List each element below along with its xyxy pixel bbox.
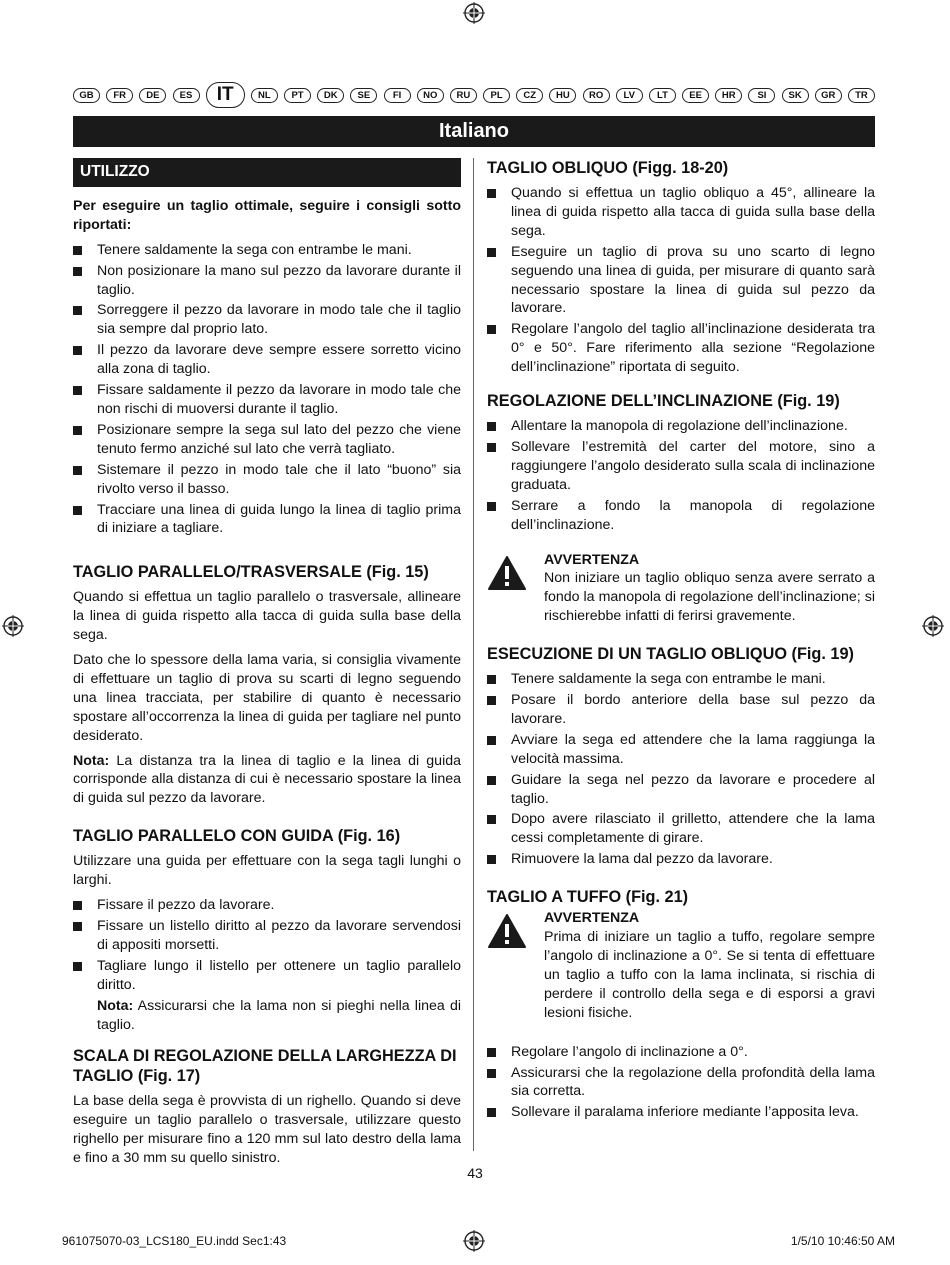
language-tab-es[interactable]: ES	[173, 88, 200, 103]
list-item: Allentare la manopola di regolazione dell’inclinazione.	[487, 417, 875, 436]
note-label: Nota:	[73, 752, 110, 769]
left-column	[73, 158, 461, 1174]
list-item: Regolare l’angolo di inclinazione a 0°.	[487, 1043, 875, 1062]
list-item: Assicurarsi che la regolazione della profondità della lama sia corretta.	[487, 1064, 875, 1102]
language-tab-no[interactable]: NO	[417, 88, 444, 103]
warning-title: AVVERTENZA	[544, 551, 640, 568]
footer-timestamp: 1/5/10 10:46:50 AM	[790, 1234, 895, 1248]
utilizzo-intro: Per eseguire un taglio ottimale, seguire i consigli sotto riportati:	[73, 197, 461, 233]
esecuzione-list	[487, 670, 875, 869]
guida-list	[73, 896, 461, 995]
warning-triangle-icon	[487, 551, 544, 627]
warning-text: Non iniziare un taglio obliquo senza avere serrato a fondo la manopola di regolazione dell’inclinazione; si rischierebbe infatti di ferirsi gravemente.	[544, 570, 875, 625]
language-tab-hr[interactable]: HR	[715, 88, 742, 103]
list-item: Regolare l’angolo del taglio all’inclinazione desiderata tra 0° e 50°. Fare riferimento alla sezione “Regolazione dell’inclinazione” riportata di seguito.	[487, 320, 875, 377]
list-item: Posare il bordo anteriore della base sul pezzo da lavorare.	[487, 691, 875, 729]
language-banner: Italiano	[73, 116, 875, 147]
list-item: Tenere saldamente la sega con entrambe le mani.	[73, 241, 461, 260]
language-tab-ro[interactable]: RO	[583, 88, 610, 103]
language-tab-nl[interactable]: NL	[251, 88, 278, 103]
language-tab-tr[interactable]: TR	[848, 88, 875, 103]
language-tab-pt[interactable]: PT	[284, 88, 311, 103]
heading-esecuzione-obliquo: ESECUZIONE DI UN TAGLIO OBLIQUO (Fig. 19)	[487, 645, 854, 664]
list-item: Posizionare sempre la sega sul lato del pezzo che viene tenuto fermo anziché sul lato che verrà tagliato.	[73, 421, 461, 459]
language-tab-it[interactable]: IT	[206, 82, 245, 108]
warning-tuffo	[487, 909, 875, 1022]
list-item: Sollevare l’estremità del carter del motore, sino a raggiungere l’angolo desiderato sulla scala di inclinazione graduata.	[487, 438, 875, 495]
warning-title: AVVERTENZA	[544, 910, 640, 927]
note-label: Nota:	[97, 997, 134, 1014]
heading-taglio-parallelo: TAGLIO PARALLELO/TRASVERSALE (Fig. 15)	[73, 563, 429, 582]
scala-paragraph: La base della sega è provvista di un righello. Quando si deve eseguire un taglio parallelo o trasversale, utilizzare questo righello per misurare fino a 120 mm sul lato destro della lama e fino a 30 mm su quello sinistro.	[73, 1093, 461, 1167]
guida-paragraph: Utilizzare una guida per effettuare con la sega tagli lunghi o larghi.	[73, 853, 461, 889]
list-item: Tracciare una linea di guida lungo la linea di taglio prima di iniziare a tagliare.	[73, 501, 461, 539]
list-item: Eseguire un taglio di prova su uno scarto di legno seguendo una linea di guida, per misurare di quanto sarà necessario spostare la linea di guida sul pezzo da lavorare.	[487, 243, 875, 319]
language-tab-gb[interactable]: GB	[73, 88, 100, 103]
list-item: Dopo avere rilasciato il grilletto, attendere che la lama cessi completamente di girare.	[487, 810, 875, 848]
language-bar	[73, 83, 875, 107]
list-item: Sorreggere il pezzo da lavorare in modo tale che il taglio sia sempre dal proprio lato.	[73, 301, 461, 339]
language-tab-si[interactable]: SI	[748, 88, 775, 103]
heading-scala-regolazione: SCALA DI REGOLAZIONE DELLA LARGHEZZA DI TAGLIO (Fig. 17)	[73, 1047, 457, 1086]
registration-mark-top-icon	[463, 2, 485, 24]
heading-taglio-obliquo: TAGLIO OBLIQUO (Figg. 18-20)	[487, 159, 729, 177]
list-item: Quando si effettua un taglio obliquo a 45°, allineare la linea di guida rispetto alla tacca di guida sulla base della sega.	[487, 184, 875, 241]
list-item: Fissare saldamente il pezzo da lavorare in modo tale che non rischi di muoversi durante il taglio.	[73, 381, 461, 419]
parallelo-note	[73, 752, 461, 809]
right-column	[487, 158, 875, 1124]
list-item: Rimuovere la lama dal pezzo da lavorare.	[487, 850, 875, 869]
list-item: Avviare la sega ed attendere che la lama raggiunga la velocità massima.	[487, 731, 875, 769]
language-tab-ee[interactable]: EE	[682, 88, 709, 103]
list-item: Tagliare lungo il listello per ottenere un taglio parallelo diritto.	[73, 957, 461, 995]
tuffo-list	[487, 1043, 875, 1123]
registration-mark-left-icon	[2, 615, 24, 637]
parallelo-paragraph-1: Quando si effettua un taglio parallelo o trasversale, allineare la linea di guida rispetto alla tacca di guida sulla base della sega.	[73, 589, 461, 644]
list-item: Fissare il pezzo da lavorare.	[73, 896, 461, 915]
note-text: La distanza tra la linea di taglio e la linea di guida corrisponde alla distanza di cui è necessario spostare la linea di guida sul pezzo da lavorare.	[73, 752, 461, 807]
heading-regolazione-inclinazione: REGOLAZIONE DELL’INCLINAZIONE (Fig. 19)	[487, 392, 840, 411]
language-tab-fi[interactable]: FI	[384, 88, 411, 103]
language-tab-de[interactable]: DE	[139, 88, 166, 103]
footer-file-info: 961075070-03_LCS180_EU.indd Sec1:43	[62, 1234, 287, 1248]
language-tab-lv[interactable]: LV	[616, 88, 643, 103]
language-tab-hu[interactable]: HU	[549, 88, 576, 103]
utilizzo-list	[73, 241, 461, 539]
note-text: Assicurarsi che la lama non si pieghi nella linea di taglio.	[97, 997, 461, 1033]
guida-note	[73, 997, 461, 1035]
language-tab-gr[interactable]: GR	[815, 88, 842, 103]
inclinazione-list	[487, 417, 875, 534]
registration-mark-bottom-icon	[463, 1230, 485, 1252]
list-item: Guidare la sega nel pezzo da lavorare e procedere al taglio.	[487, 771, 875, 809]
warning-triangle-icon	[487, 909, 544, 1022]
section-head-utilizzo: UTILIZZO	[73, 158, 461, 187]
warning-inclinazione	[487, 551, 875, 627]
list-item: Fissare un listello diritto al pezzo da lavorare servendosi di appositi morsetti.	[73, 917, 461, 955]
list-item: Non posizionare la mano sul pezzo da lavorare durante il taglio.	[73, 262, 461, 300]
heading-taglio-guida: TAGLIO PARALLELO CON GUIDA (Fig. 16)	[73, 827, 401, 846]
language-tab-fr[interactable]: FR	[106, 88, 133, 103]
parallelo-paragraph-2: Dato che lo spessore della lama varia, si consiglia vivamente di effettuare un taglio di prova su scarti di legno seguendo una linea tracciata, per stabilire di quanto è necessario spostare all’occorrenza la linea di guida per tagliare nel punto desiderato.	[73, 652, 461, 744]
list-item: Serrare a fondo la manopola di regolazione dell’inclinazione.	[487, 497, 875, 535]
language-tab-sk[interactable]: SK	[782, 88, 809, 103]
registration-mark-right-icon	[922, 615, 944, 637]
list-item: Il pezzo da lavorare deve sempre essere sorretto vicino alla zona di taglio.	[73, 341, 461, 379]
list-item: Tenere saldamente la sega con entrambe le mani.	[487, 670, 875, 689]
heading-taglio-tuffo: TAGLIO A TUFFO (Fig. 21)	[487, 888, 689, 907]
language-tab-cz[interactable]: CZ	[516, 88, 543, 103]
language-tab-pl[interactable]: PL	[483, 88, 510, 103]
obliquo-list	[487, 184, 875, 377]
language-tab-ru[interactable]: RU	[450, 88, 477, 103]
column-divider	[473, 158, 474, 1151]
language-tab-se[interactable]: SE	[350, 88, 377, 103]
page-number: 43	[467, 1165, 483, 1181]
list-item: Sollevare il paralama inferiore mediante l’apposita leva.	[487, 1103, 875, 1122]
list-item: Sistemare il pezzo in modo tale che il lato “buono” sia rivolto verso il basso.	[73, 461, 461, 499]
warning-text: Prima di iniziare un taglio a tuffo, regolare sempre l’angolo di inclinazione a 0°. Se si tenta di effettuare un taglio a tuffo con la lama inclinata, si rischia di perdere il controllo della sega e di esporsi a gravi lesioni fisiche.	[544, 929, 875, 1021]
language-tab-dk[interactable]: DK	[317, 88, 344, 103]
language-tab-lt[interactable]: LT	[649, 88, 676, 103]
